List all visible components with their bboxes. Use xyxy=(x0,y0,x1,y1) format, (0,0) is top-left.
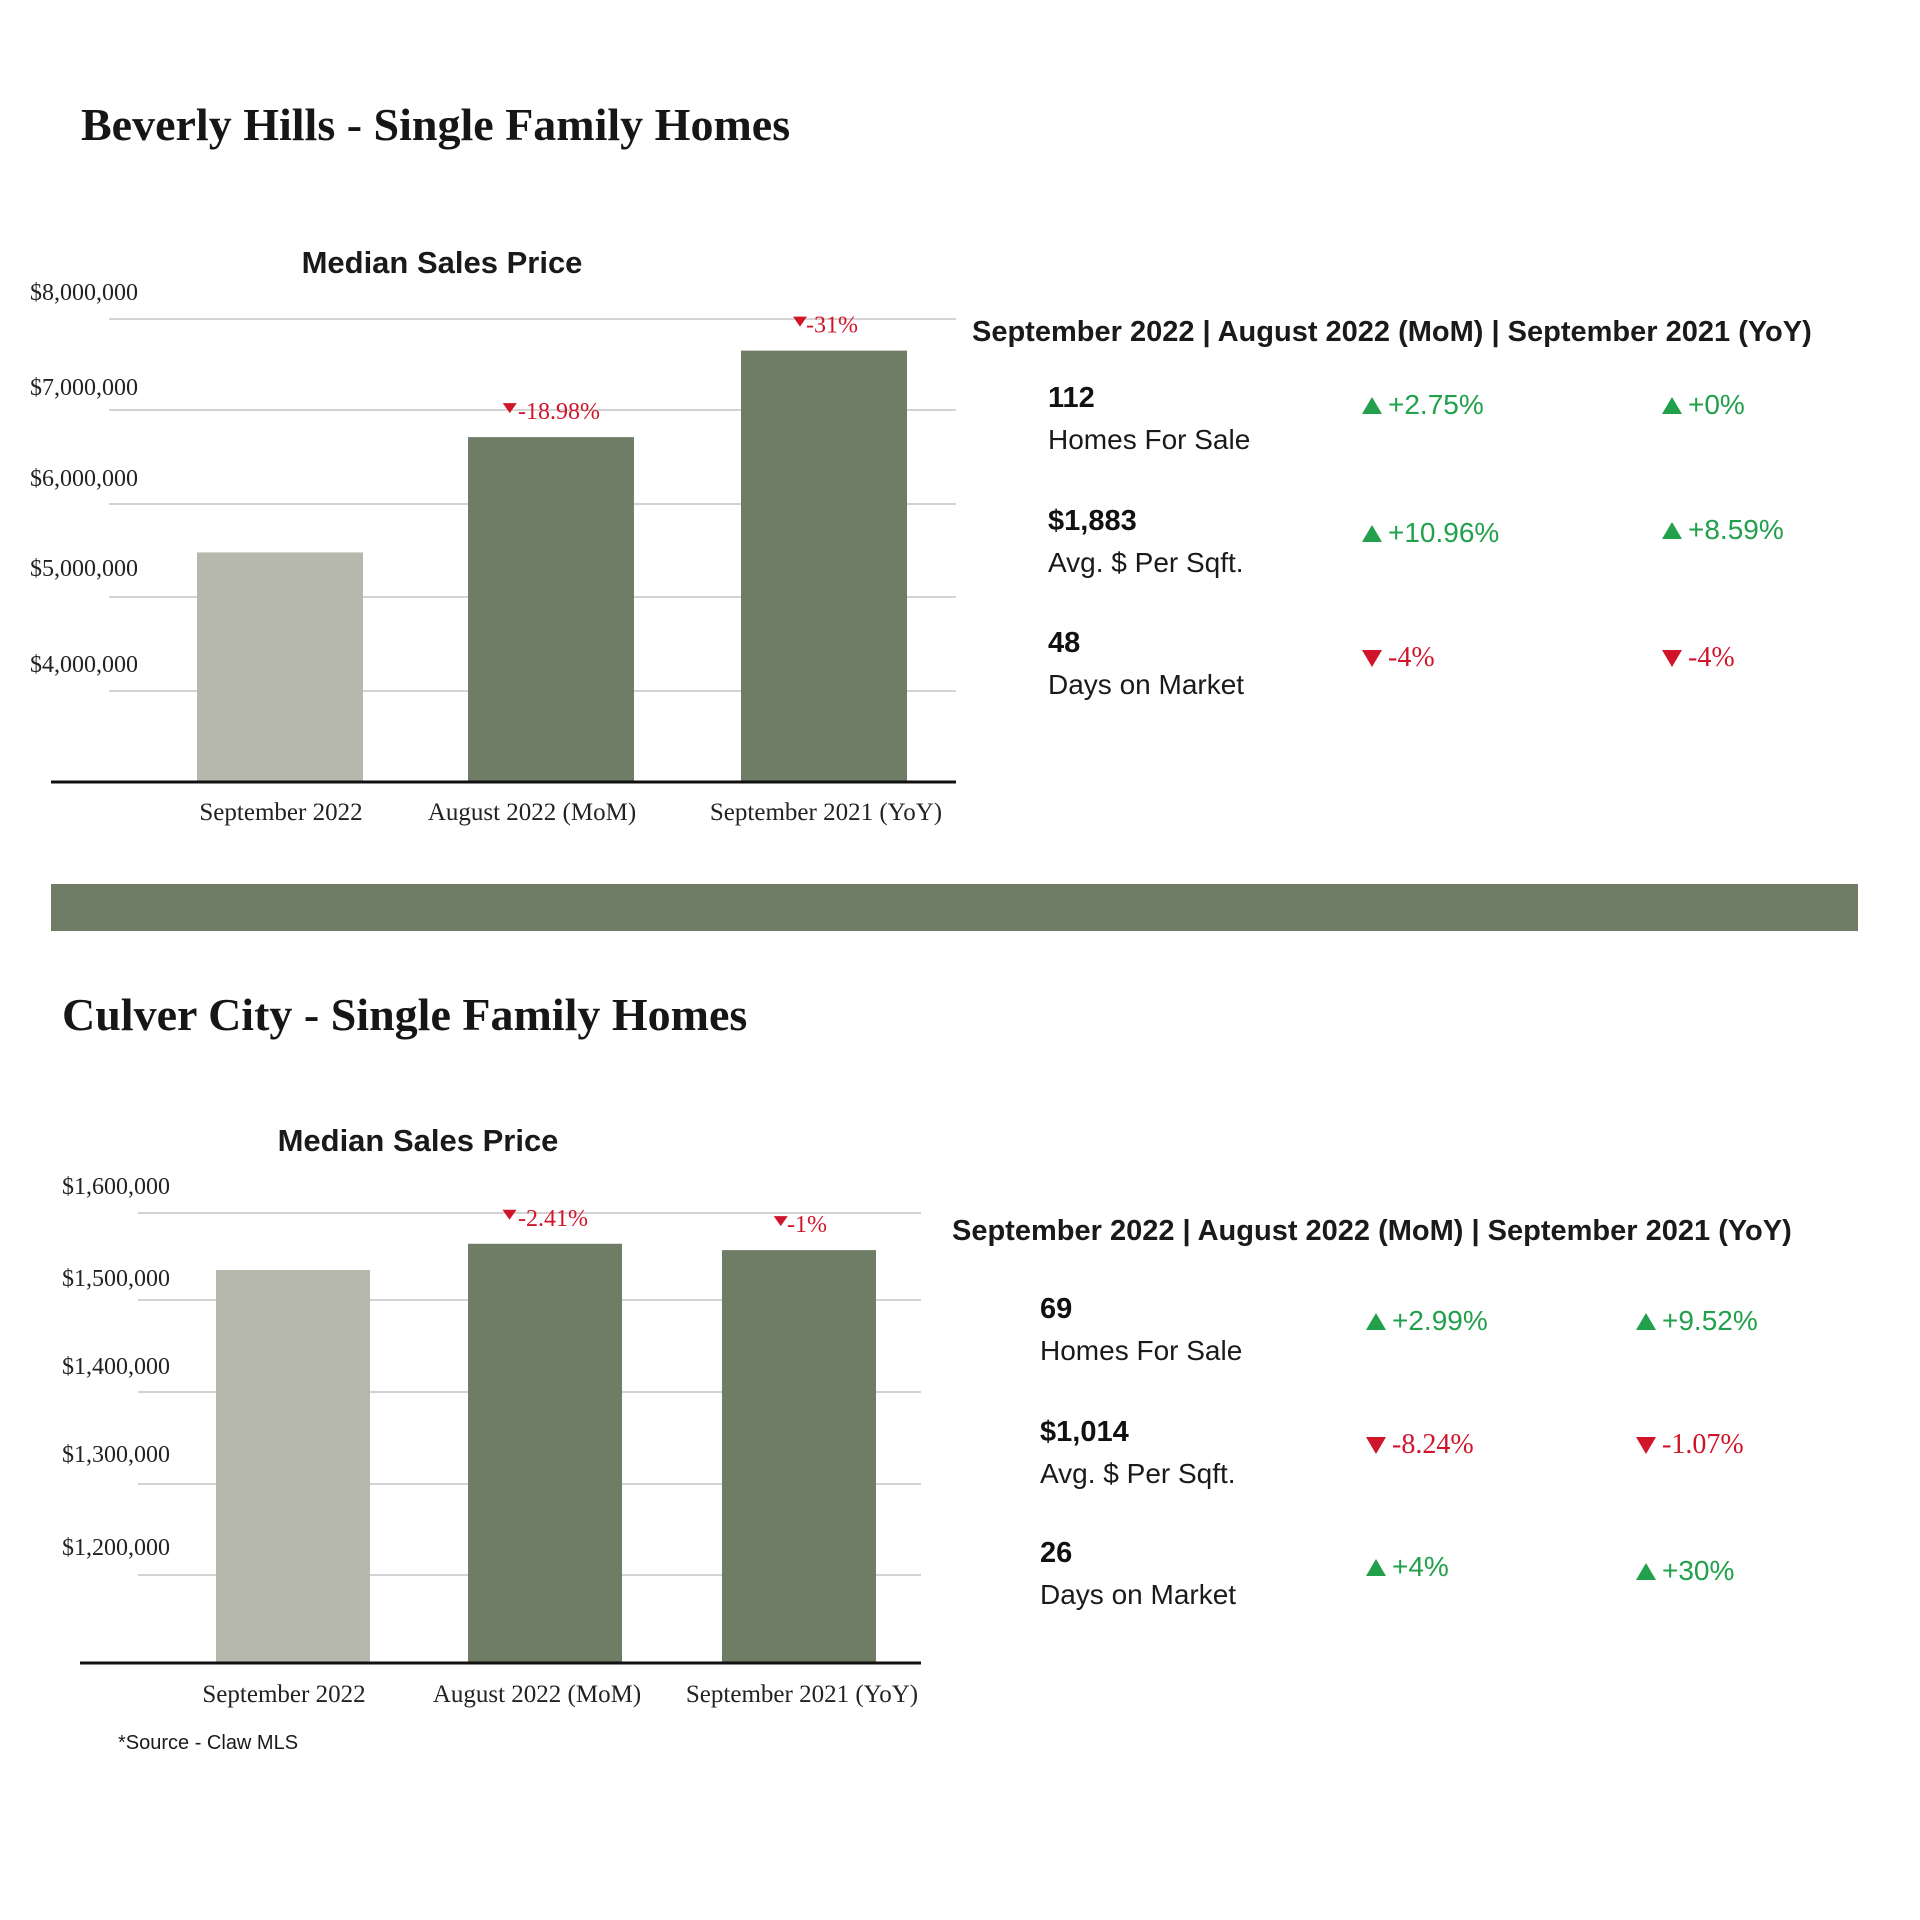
metric-label: Homes For Sale xyxy=(1048,424,1251,455)
up-triangle-icon xyxy=(1662,397,1682,414)
metric-label: Avg. $ Per Sqft. xyxy=(1040,1458,1236,1489)
change-value: +8.59% xyxy=(1688,514,1784,545)
metric-value: $1,014 xyxy=(1040,1416,1129,1448)
mom-change xyxy=(1362,517,1499,549)
source-note: *Source - Claw MLS xyxy=(118,1732,299,1754)
change-value: +0% xyxy=(1688,389,1745,420)
bar-2 xyxy=(468,437,634,782)
metric-value: 26 xyxy=(1040,1537,1073,1569)
metric-label: Days on Market xyxy=(1048,669,1245,700)
mom-change xyxy=(1366,1551,1449,1583)
bar-2 xyxy=(468,1244,622,1663)
up-triangle-icon xyxy=(1662,522,1682,539)
change-value: +9.52% xyxy=(1662,1305,1758,1336)
bar-3 xyxy=(741,351,907,782)
chart-culver-city-median-price xyxy=(0,1115,980,1708)
bar-change-label xyxy=(503,1206,589,1232)
change-value: -8.24% xyxy=(1392,1429,1474,1460)
yoy-change xyxy=(1636,1429,1744,1461)
up-triangle-icon xyxy=(1636,1563,1656,1580)
section-title-culver-city: Culver City - Single Family Homes xyxy=(62,989,748,1040)
yoy-change xyxy=(1636,1555,1734,1587)
chart-title: Median Sales Price xyxy=(277,1123,559,1158)
change-value: +2.75% xyxy=(1388,389,1484,420)
mom-change xyxy=(1362,389,1484,421)
svg-text:-2.41%: -2.41% xyxy=(518,1205,588,1232)
y-tick-label: $8,000,000 xyxy=(30,280,138,306)
down-triangle-icon xyxy=(774,1216,788,1226)
y-tick-label: $6,000,000 xyxy=(30,466,138,492)
x-tick-label: September 2021 (YoY) xyxy=(709,799,943,826)
yoy-change xyxy=(1662,389,1745,421)
y-tick-label: $7,000,000 xyxy=(30,375,138,401)
bar-change-label xyxy=(774,1212,827,1238)
up-triangle-icon xyxy=(1362,397,1382,414)
chart-beverly-hills-median-price xyxy=(0,240,980,826)
up-triangle-icon xyxy=(1366,1313,1386,1330)
svg-text:-18.98%: -18.98% xyxy=(518,399,600,426)
down-triangle-icon xyxy=(1636,1437,1656,1454)
y-tick-label: $1,600,000 xyxy=(62,1174,170,1200)
y-tick-label: $4,000,000 xyxy=(30,652,138,678)
down-triangle-icon xyxy=(1366,1437,1386,1454)
change-value: +2.99% xyxy=(1392,1305,1488,1336)
section-divider xyxy=(51,884,1858,931)
up-triangle-icon xyxy=(1362,525,1382,542)
change-value: +30% xyxy=(1662,1555,1735,1586)
down-triangle-icon xyxy=(503,403,517,413)
change-value: -4% xyxy=(1388,642,1435,673)
x-tick-label: September 2022 xyxy=(202,1681,366,1708)
svg-text:-31%: -31% xyxy=(806,312,858,339)
y-tick-label: $1,200,000 xyxy=(62,1535,170,1561)
y-tick-label: $1,500,000 xyxy=(62,1266,170,1292)
change-value: -1.07% xyxy=(1662,1429,1744,1460)
down-triangle-icon xyxy=(503,1210,517,1220)
mom-change xyxy=(1366,1429,1474,1461)
bar-3 xyxy=(722,1250,876,1663)
metric-label: Homes For Sale xyxy=(1040,1335,1243,1366)
y-tick-label: $1,300,000 xyxy=(62,1442,170,1468)
metric-value: 69 xyxy=(1040,1293,1073,1325)
chart-title: Median Sales Price xyxy=(301,245,583,280)
change-value: +4% xyxy=(1392,1551,1449,1582)
yoy-change xyxy=(1662,514,1784,546)
y-tick-label: $5,000,000 xyxy=(30,556,138,582)
up-triangle-icon xyxy=(1636,1313,1656,1330)
x-tick-label: September 2022 xyxy=(199,799,363,826)
yoy-change xyxy=(1662,642,1735,674)
mom-change xyxy=(1362,642,1435,674)
metric-value: $1,883 xyxy=(1048,505,1137,537)
x-tick-label: September 2021 (YoY) xyxy=(685,1681,919,1708)
up-triangle-icon xyxy=(1366,1559,1386,1576)
metric-value: 112 xyxy=(1048,382,1095,414)
bar-change-label xyxy=(503,399,600,425)
svg-text:-1%: -1% xyxy=(787,1212,827,1239)
down-triangle-icon xyxy=(793,317,807,327)
y-tick-label: $1,400,000 xyxy=(62,1354,170,1380)
metric-value: 48 xyxy=(1048,627,1081,659)
mom-change xyxy=(1366,1305,1488,1337)
metric-label: Days on Market xyxy=(1040,1579,1237,1610)
down-triangle-icon xyxy=(1662,650,1682,667)
x-tick-label: August 2022 (MoM) xyxy=(432,1681,642,1708)
change-value: +10.96% xyxy=(1388,517,1500,548)
bar-change-label xyxy=(793,313,858,339)
bar-1 xyxy=(197,552,363,782)
section-title-beverly-hills: Beverly Hills - Single Family Homes xyxy=(81,99,791,150)
yoy-change xyxy=(1636,1305,1758,1337)
down-triangle-icon xyxy=(1362,650,1382,667)
x-tick-label: August 2022 (MoM) xyxy=(427,799,637,826)
metric-label: Avg. $ Per Sqft. xyxy=(1048,547,1244,578)
bar-1 xyxy=(216,1270,370,1663)
stats-header: September 2022 | August 2022 (MoM) | September 2021 (YoY) xyxy=(952,1215,1792,1247)
stats-header: September 2022 | August 2022 (MoM) | September 2021 (YoY) xyxy=(972,316,1812,348)
change-value: -4% xyxy=(1688,642,1735,673)
